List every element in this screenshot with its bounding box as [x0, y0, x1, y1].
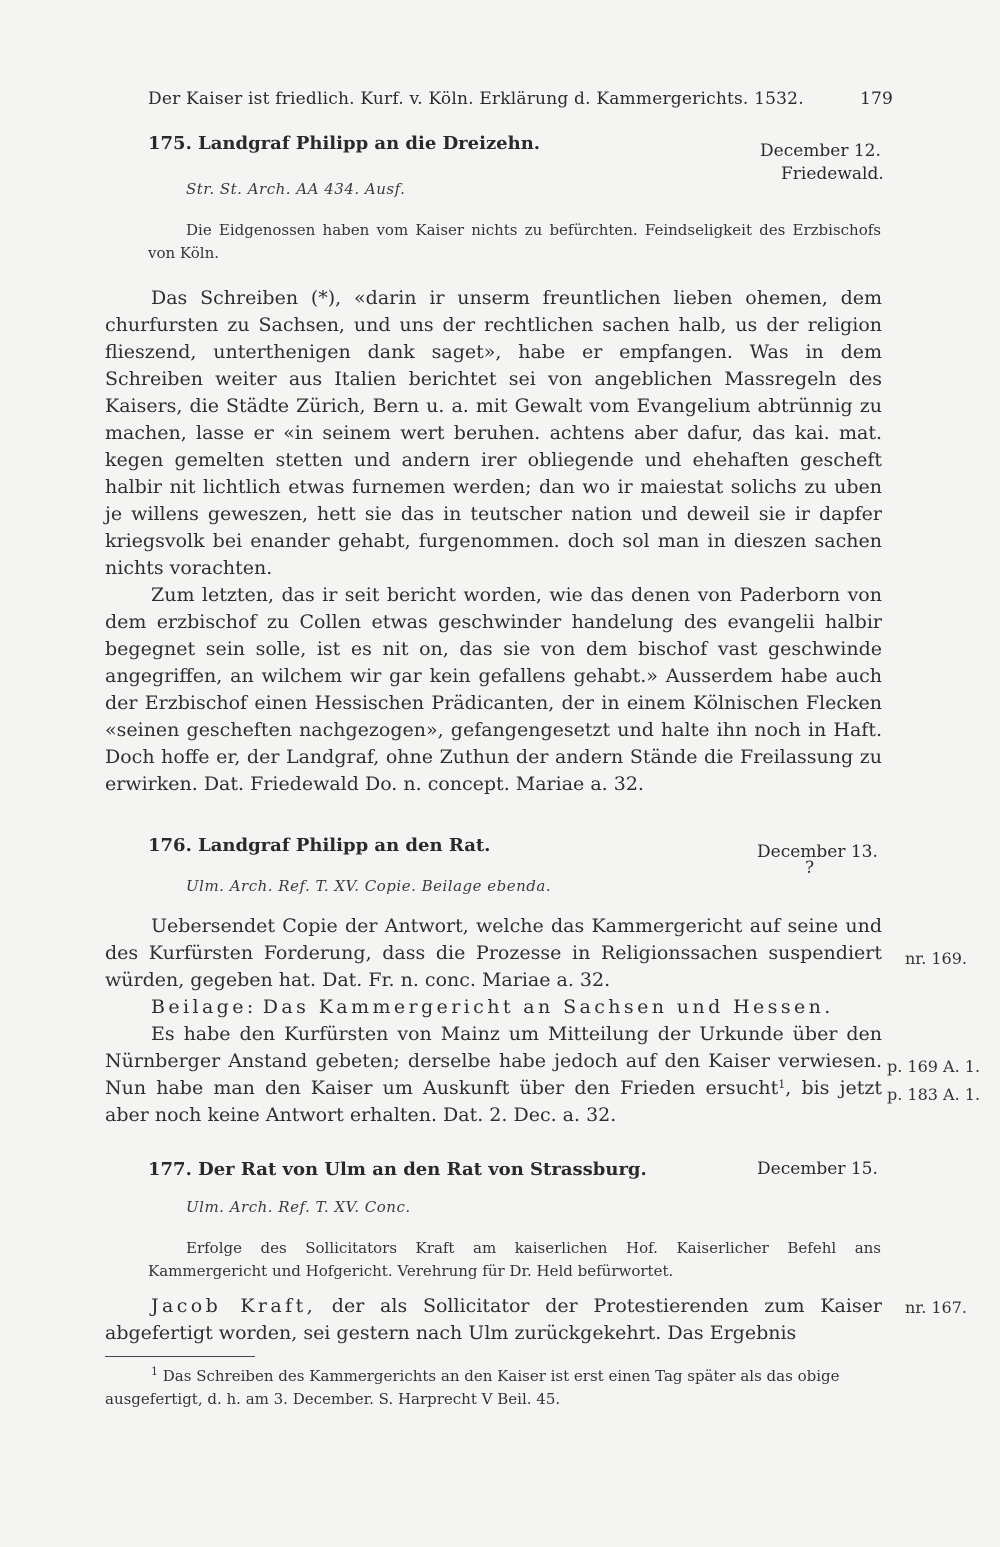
running-header	[148, 89, 893, 109]
margin-note-nr-169: nr. 169.	[905, 949, 967, 968]
entry-175-text	[105, 285, 882, 798]
entry-176-source: Ulm. Arch. Ref. T. XV. Copie. Beilage ebenda.	[186, 877, 552, 895]
entry-177-text	[105, 1293, 882, 1347]
entry-175-summary: Die Eidgenossen haben vom Kaiser nichts zu befürchten. Feindseligkeit des Erzbischofs von Köln.	[148, 221, 881, 262]
margin-note-p-169: p. 169 A. 1.	[887, 1057, 981, 1076]
footnote-reference: 1	[778, 1078, 786, 1091]
entry-176-date: December 13.	[757, 842, 878, 862]
entry-177-summary: Erfolge des Sollicitators Kraft am kaiserlichen Hof. Kaiserlicher Befehl ans Kammergericht und Hofgericht. Verehrung für Dr. Held befürwortet.	[148, 1239, 881, 1280]
entry-176-paragraph-2-end: , bis jetzt aber noch keine Antwort erhalten. Dat. 2. Dec. a. 32.	[105, 1077, 882, 1126]
entry-176-paragraph-2	[105, 1021, 882, 1129]
entry-175-source: Str. St. Arch. AA 434. Ausf.	[186, 180, 406, 198]
entry-175-paragraph-1: Das Schreiben (*), «darin ir unserm freuntlichen lieben ohemen, dem churfursten zu Sachsen, und uns der rechtlichen sachen halb, us der religion flieszend, unterthenigen dank saget», habe er empfangen. Was in dem Schreiben weiter aus Italien berichtet sei von angeblichen Massregeln des Kaisers, die Städte Zürich, Bern u. a. mit Gewalt vom Evangelium abtrünnig zu machen, lasse er «in seinem wert beruhen. achtens aber dafur, das kai. mat. kegen gemelten stetten und andern irer obliegende und ehehaften gescheft halbir nit lichtlich etwas furnemen werden; dan wo ir maiestat solichs zu uben je willens geweszen, hett sie das in teutscher nation und deweil sie ir dapfer kriegsvolk bei enander gehabt, furgenommen. doch sol man in dieszen sachen nichts vorachten.	[105, 287, 882, 579]
running-title: Der Kaiser ist friedlich. Kurf. v. Köln. Erklärung d. Kammergerichts. 1532.	[148, 89, 804, 109]
entry-177-name: Jacob Kraft,	[151, 1295, 317, 1317]
entry-176-text	[105, 913, 882, 1129]
entry-176-place: ?	[805, 858, 815, 878]
entry-177-title: 177. Der Rat von Ulm an den Rat von Strassburg.	[148, 1159, 647, 1180]
entry-175-paragraph-2: Zum letzten, das ir seit bericht worden, wie das denen von Paderborn von dem erzbischof zu Collen etwas geschwinder handelung des evangelii halbir begegnet sein solle, ist es nit on, das sie von dem bischof vast geschwinde angegriffen, an wilchem wir gar kein gefallens gehabt.» Ausserdem habe auch der Erzbischof einen Hessischen Prädicanten, der in einem Kölnischen Flecken «seinen gescheften nachgezogen», gefangengesetzt und halte ihn noch in Haft. Doch hoffe er, der Landgraf, ohne Zuthun der andern Stände die Freilassung zu erwirken. Dat. Friedewald Do. n. concept. Mariae a. 32.	[105, 584, 882, 795]
entry-175-place: Friedewald.	[781, 164, 884, 184]
entry-175-date: December 12.	[760, 141, 881, 161]
entry-176-paragraph-1: Uebersendet Copie der Antwort, welche das Kammergericht auf seine und des Kurfürsten Forderung, dass die Prozesse in Religionssachen suspendiert würden, gegeben hat. Dat. Fr. n. conc. Mariae a. 32.	[105, 915, 882, 991]
entry-176-paragraph-2-text: Es habe den Kurfürsten von Mainz um Mitteilung der Urkunde über den Nürnberger Anstand gebeten; derselbe habe jedoch auf den Kaiser verwiesen. Nun habe man den Kaiser um Auskunft über den Frieden ersucht	[105, 1023, 882, 1099]
entry-177-paragraph-1	[105, 1293, 882, 1347]
entry-176-title: 176. Landgraf Philipp an den Rat.	[148, 835, 491, 856]
entry-175-title: 175. Landgraf Philipp an die Dreizehn.	[148, 133, 541, 154]
footnote-text: Das Schreiben des Kammergerichts an den Kaiser ist erst einen Tag später als das obige ausgefertigt, d. h. am 3. December. S. Harprecht V Beil. 45.	[105, 1367, 840, 1408]
footnote-rule	[105, 1356, 255, 1357]
margin-note-nr-167: nr. 167.	[905, 1298, 967, 1317]
entry-176-beilage-heading	[105, 994, 882, 1021]
page-number: 179	[859, 89, 893, 109]
footnote-text-block	[105, 1365, 882, 1411]
beilage-title: Das Kammergericht an Sachsen und Hessen.	[262, 996, 834, 1018]
footnote	[105, 1365, 882, 1411]
entry-177-source: Ulm. Arch. Ref. T. XV. Conc.	[186, 1198, 411, 1216]
entry-177-paragraph-1-text: der als Sollicitator der Protestierenden zum Kaiser abgefertigt worden, sei gestern nach Ulm zurückgekehrt. Das Ergebnis	[105, 1295, 882, 1344]
footnote-mark: 1	[151, 1365, 158, 1378]
margin-note-p-183: p. 183 A. 1.	[887, 1085, 981, 1104]
entry-177-date: December 15.	[757, 1159, 878, 1179]
beilage-label: Beilage:	[151, 996, 257, 1018]
